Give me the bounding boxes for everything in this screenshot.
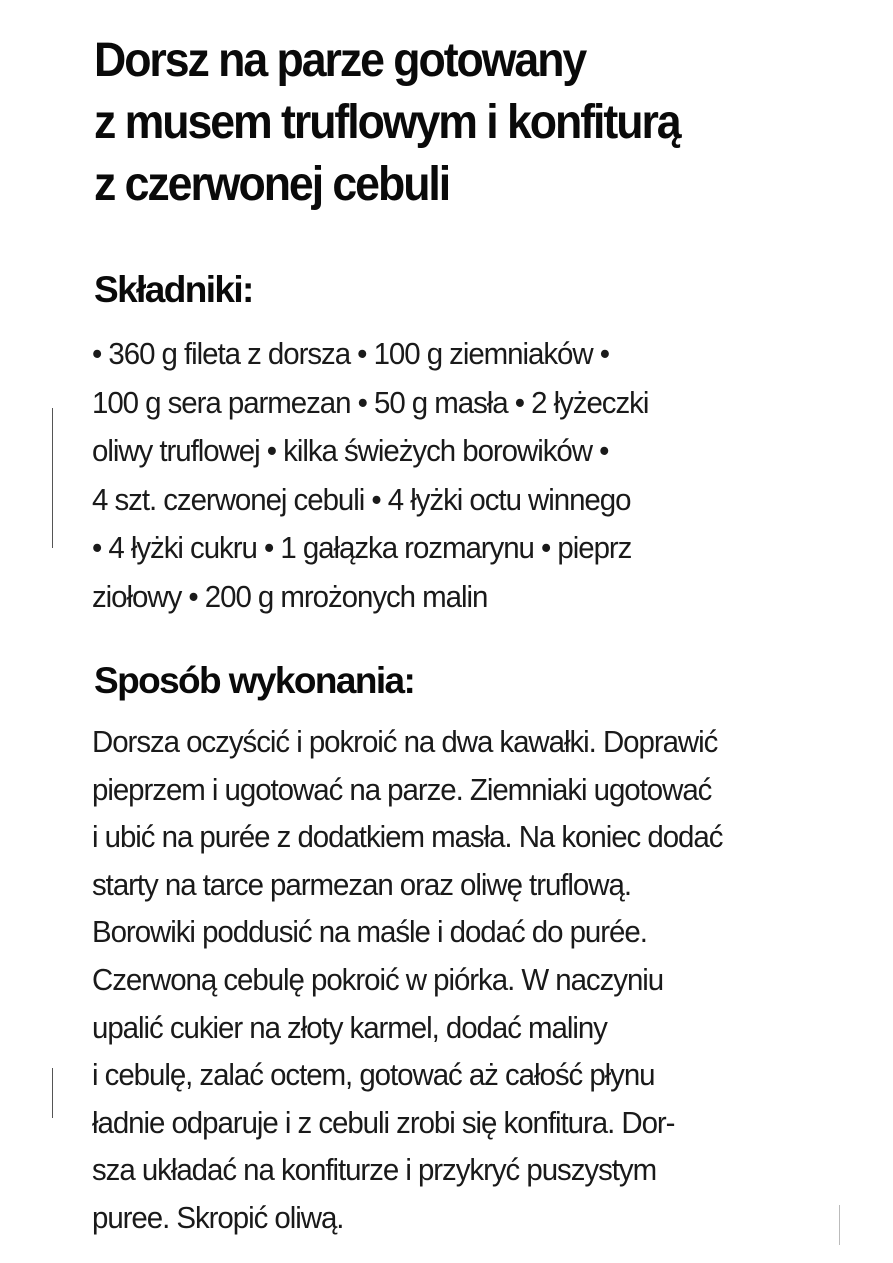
method-line: pieprzem i ugotować na parze. Ziemniaki ugotować <box>92 771 712 807</box>
method-line: Borowiki poddusić na maśle i dodać do purée. <box>92 914 647 950</box>
method-line: Czerwoną cebulę pokroić w piórka. W naczyniu <box>92 961 664 997</box>
method-line: puree. Skropić oliwą. <box>92 1199 344 1235</box>
method-line: i ubić na purée z dodatkiem masła. Na koniec dodać <box>92 819 723 855</box>
ingredients-heading: Składniki: <box>94 269 253 310</box>
method-line: upalić cukier na złoty karmel, dodać maliny <box>92 1009 607 1045</box>
ingredients-line: • 4 łyżki cukru • 1 gałązka rozmarynu • pieprz <box>92 530 632 565</box>
method-line: Dorsza oczyścić i pokroić na dwa kawałki. Doprawić <box>92 724 718 759</box>
margin-rule <box>52 408 53 548</box>
title-line: Dorsz na parze gotowany <box>94 34 586 87</box>
method-line: i cebulę, zalać octem, gotować aż całość płynu <box>92 1057 655 1093</box>
recipe-title <box>94 30 801 216</box>
margin-rule <box>52 1068 53 1118</box>
ingredients-line: ziołowy • 200 g mrożonych malin <box>92 578 488 614</box>
method-line: sza układać na konfiturze i przykryć puszystym <box>92 1152 657 1188</box>
ingredients-list <box>92 330 648 621</box>
method-line: starty na tarce parmezan oraz oliwę truflową. <box>92 866 631 902</box>
title-line: z czerwonej cebuli <box>94 158 450 211</box>
ingredients-line: 4 szt. czerwonej cebuli • 4 łyżki octu winnego <box>92 481 631 517</box>
edge-mark <box>839 1205 840 1245</box>
ingredients-line: oliwy truflowej • kilka świeżych borowików • <box>92 433 609 468</box>
title-line: z musem truflowym i konfiturą <box>94 96 680 149</box>
ingredients-line: 100 g sera parmezan • 50 g masła • 2 łyżeczki <box>92 384 649 420</box>
method-paragraph <box>92 718 722 1242</box>
method-heading: Sposób wykonania: <box>94 660 415 701</box>
method-line: ładnie odparuje i z cebuli zrobi się konfitura. Dor- <box>92 1104 675 1140</box>
ingredients-line: • 360 g fileta z dorsza • 100 g ziemniaków • <box>92 336 609 371</box>
